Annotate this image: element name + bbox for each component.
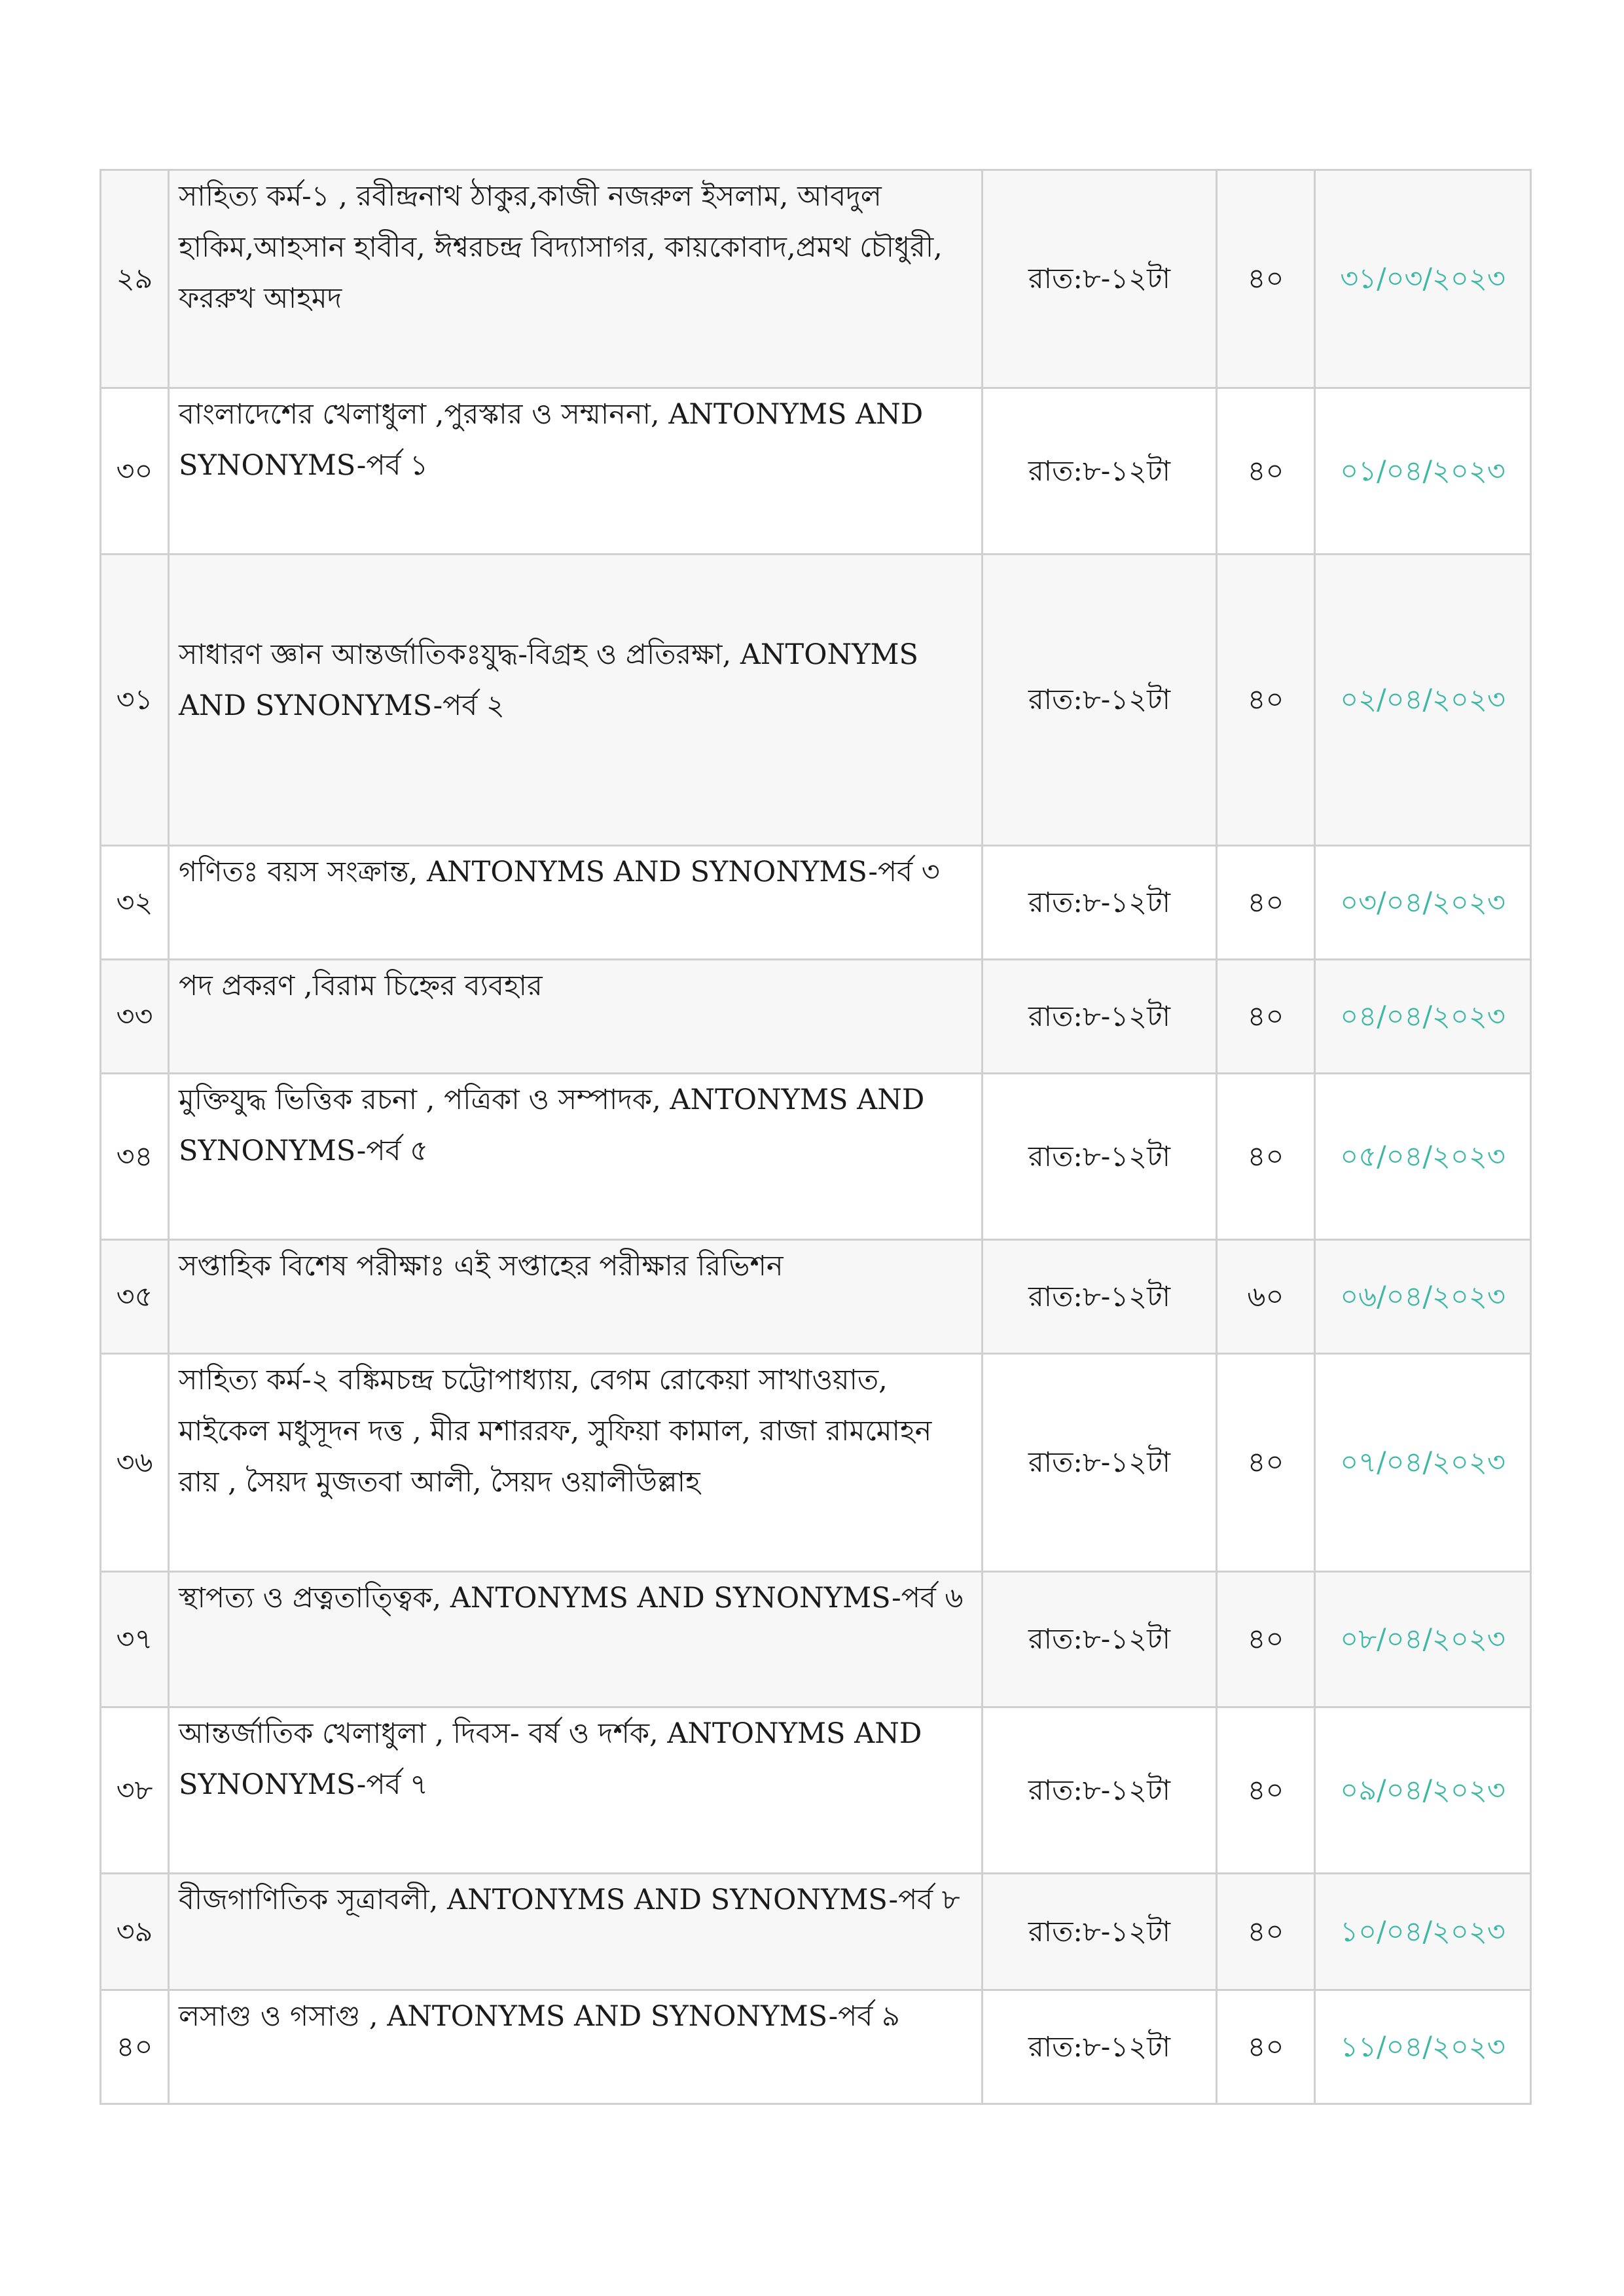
row-topic: সপ্তাহিক বিশেষ পরীক্ষাঃ এই সপ্তাহের পরীক্ষার রিভিশন [169,1240,983,1354]
row-topic: সাহিত্য কর্ম-২ বঙ্কিমচন্দ্র চট্টোপাধ্যায়, বেগম রোকেয়া সাখাওয়াত, মাইকেল মধুসূদন দত্ত , মীর মশাররফ, সুফিয়া কামাল, রাজা রামমোহন রায় , সৈয়দ মুজতবা আলী, সৈয়দ ওয়ালীউল্লাহ [169,1354,983,1572]
row-marks: ৪০ [1217,555,1315,846]
table-row [101,555,1531,846]
table-row [101,1707,1531,1874]
row-topic-text: সাধারণ জ্ঞান আন্তর্জাতিকঃযুদ্ধ-বিগ্রহ ও প্রতিরক্ষা, ANTONYMS AND SYNONYMS-পর্ব ২ [179,638,918,722]
row-time: রাত:৮-১২টা [983,170,1217,388]
row-time: রাত:৮-১২টা [983,960,1217,1074]
row-number: ৩৮ [101,1707,169,1874]
row-date: ০৮/০৪/২০২৩ [1315,1572,1531,1707]
row-time: রাত:৮-১২টা [983,846,1217,960]
row-time: রাত:৮-১২টা [983,1572,1217,1707]
row-topic: পদ প্রকরণ ,বিরাম চিহ্নের ব্যবহার [169,960,983,1074]
row-number: ৩৪ [101,1074,169,1240]
row-number: ৩৯ [101,1874,169,1990]
table-row [101,1990,1531,2104]
row-number: ৪০ [101,1990,169,2104]
row-date: ০৩/০৪/২০২৩ [1315,846,1531,960]
row-date: ০৬/০৪/২০২৩ [1315,1240,1531,1354]
row-marks: ৪০ [1217,1990,1315,2104]
table-row [101,1074,1531,1240]
row-date: ৩১/০৩/২০২৩ [1315,170,1531,388]
row-number: ৩৩ [101,960,169,1074]
table-row [101,1874,1531,1990]
row-date: ০৭/০৪/২০২৩ [1315,1354,1531,1572]
row-time: রাত:৮-১২টা [983,1707,1217,1874]
row-number: ৩১ [101,555,169,846]
row-marks: ৪০ [1217,1354,1315,1572]
table-row [101,846,1531,960]
row-time: রাত:৮-১২টা [983,1354,1217,1572]
row-topic: গণিতঃ বয়স সংক্রান্ত, ANTONYMS AND SYNONYMS-পর্ব ৩ [169,846,983,960]
row-topic: লসাগু ও গসাগু , ANTONYMS AND SYNONYMS-পর্ব ৯ [169,1990,983,2104]
row-date: ০৫/০৪/২০২৩ [1315,1074,1531,1240]
row-date: ০১/০৪/২০২৩ [1315,388,1531,555]
row-number: ২৯ [101,170,169,388]
row-marks: ৪০ [1217,960,1315,1074]
row-topic: স্থাপত্য ও প্রত্নতাত্ত্বিক, ANTONYMS AND SYNONYMS-পর্ব ৬ [169,1572,983,1707]
row-number: ৩৬ [101,1354,169,1572]
row-date: ০৪/০৪/২০২৩ [1315,960,1531,1074]
row-time: রাত:৮-১২টা [983,388,1217,555]
row-topic: মুক্তিযুদ্ধ ভিত্তিক রচনা , পত্রিকা ও সম্পাদক, ANTONYMS AND SYNONYMS-পর্ব ৫ [169,1074,983,1240]
row-topic: আন্তর্জাতিক খেলাধুলা , দিবস- বর্ষ ও দর্শক, ANTONYMS AND SYNONYMS-পর্ব ৭ [169,1707,983,1874]
table-row [101,1572,1531,1707]
table-row [101,170,1531,388]
row-number: ৩২ [101,846,169,960]
row-marks: ৪০ [1217,1874,1315,1990]
row-number: ৩৫ [101,1240,169,1354]
row-topic [169,555,983,846]
row-marks: ৪০ [1217,1572,1315,1707]
row-topic: বীজগাণিতিক সূত্রাবলী, ANTONYMS AND SYNONYMS-পর্ব ৮ [169,1874,983,1990]
row-time: রাত:৮-১২টা [983,1240,1217,1354]
row-time: রাত:৮-১২টা [983,1074,1217,1240]
row-marks: ৪০ [1217,1074,1315,1240]
row-marks: ৪০ [1217,388,1315,555]
row-time: রাত:৮-১২টা [983,555,1217,846]
row-time: রাত:৮-১২টা [983,1990,1217,2104]
row-marks: ৪০ [1217,1707,1315,1874]
row-date: ০৯/০৪/২০২৩ [1315,1707,1531,1874]
table-row [101,388,1531,555]
row-date: ১০/০৪/২০২৩ [1315,1874,1531,1990]
row-number: ৩০ [101,388,169,555]
exam-schedule-table [99,169,1532,2105]
table-row [101,960,1531,1074]
row-date: ১১/০৪/২০২৩ [1315,1990,1531,2104]
row-number: ৩৭ [101,1572,169,1707]
row-marks: ৬০ [1217,1240,1315,1354]
row-topic: বাংলাদেশের খেলাধুলা ,পুরস্কার ও সম্মাননা, ANTONYMS AND SYNONYMS-পর্ব ১ [169,388,983,555]
row-topic: সাহিত্য কর্ম-১ , রবীন্দ্রনাথ ঠাকুর,কাজী নজরুল ইসলাম, আবদুল হাকিম,আহসান হাবীব, ঈশ্বরচন্দ্র বিদ্যাসাগর, কায়কোবাদ,প্রমথ চৌধুরী, ফররুখ আহমদ [169,170,983,388]
row-marks: ৪০ [1217,846,1315,960]
table-row [101,1240,1531,1354]
row-marks: ৪০ [1217,170,1315,388]
row-time: রাত:৮-১২টা [983,1874,1217,1990]
row-date: ০২/০৪/২০২৩ [1315,555,1531,846]
table-row [101,1354,1531,1572]
